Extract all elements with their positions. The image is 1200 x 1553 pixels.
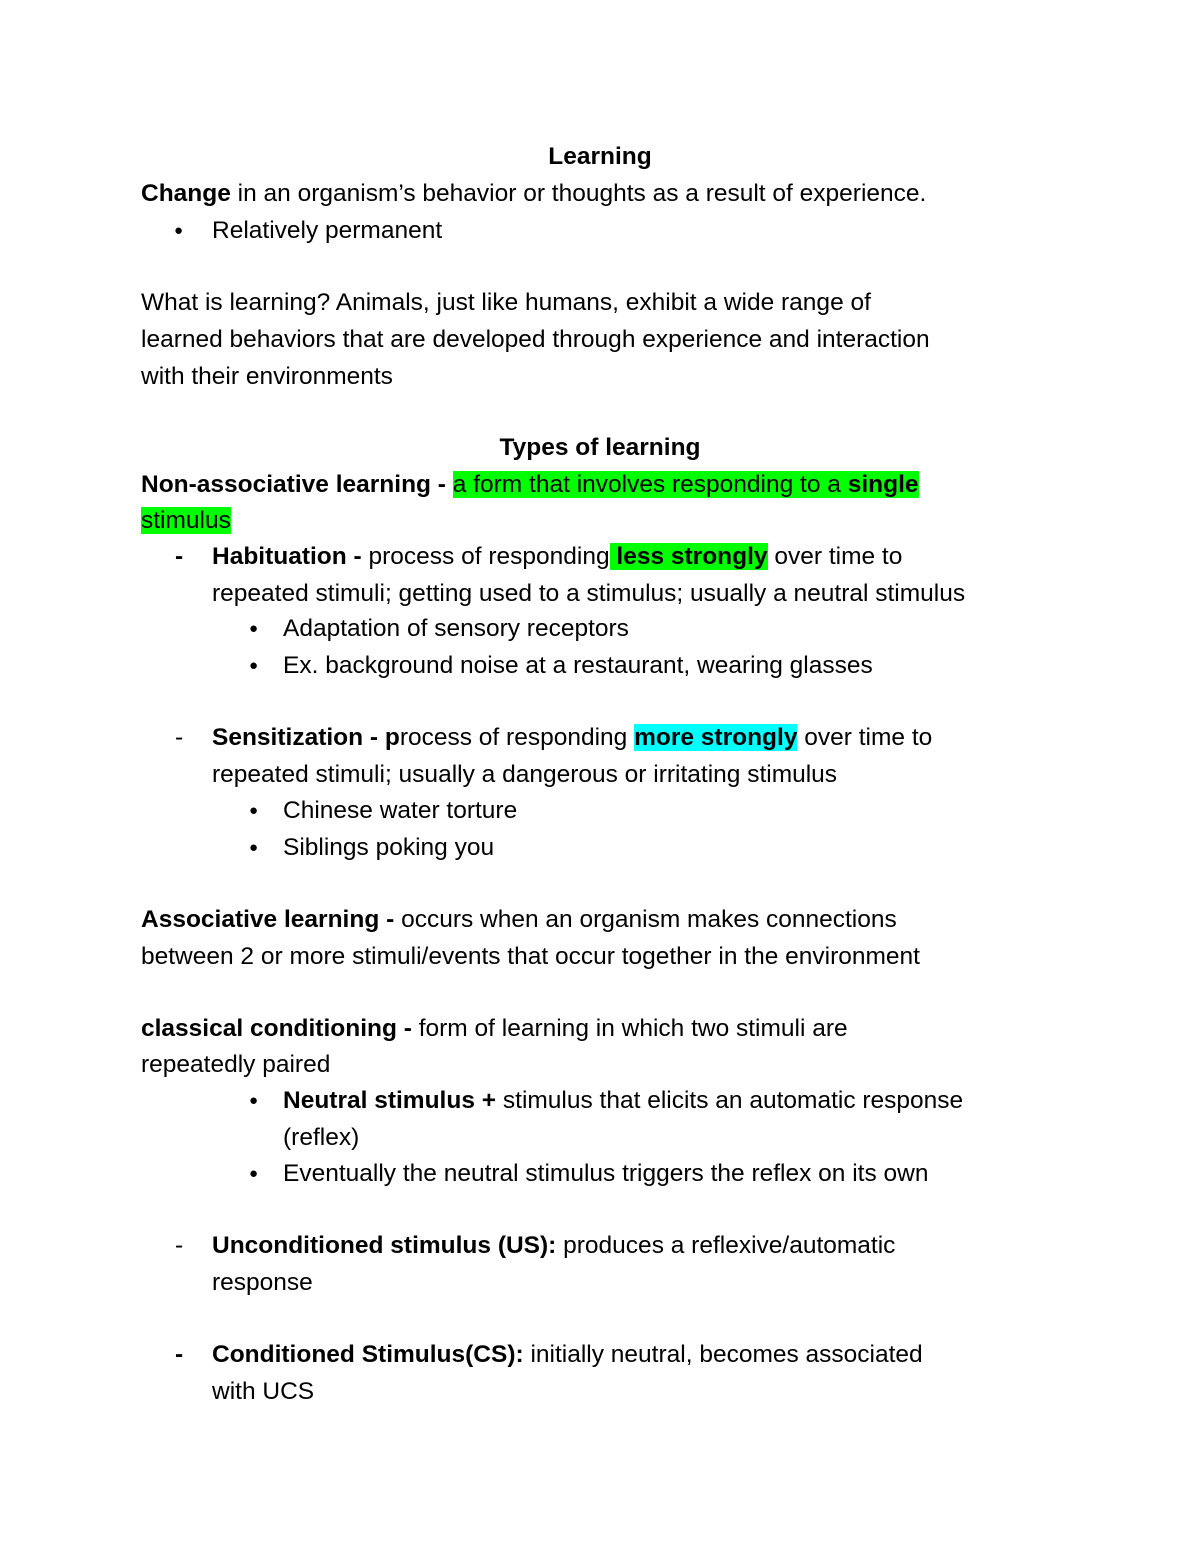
bullet-icon: ● (249, 802, 259, 819)
sensitization-bullet-2: Siblings poking you (283, 834, 495, 861)
habituation-line-2: repeated stimuli; getting used to a stimulus; usually a neutral stimulus (212, 580, 966, 607)
habituation-bullet-2: Ex. background noise at a restaurant, wearing glasses (283, 652, 873, 679)
assoc-line-2: between 2 or more stimuli/events that occur together in the environment (141, 943, 920, 970)
definition-bullet: Relatively permanent (212, 217, 443, 244)
sensitization-bullet-1: Chinese water torture (283, 797, 518, 824)
page-title: Learning (548, 143, 652, 170)
us-line-1: Unconditioned stimulus (US): produces a reflexive/automatic (212, 1232, 896, 1259)
cs-line-2: with UCS (212, 1378, 315, 1405)
assoc-line-1: Associative learning - occurs when an organism makes connections (141, 906, 897, 933)
nonassoc-line-1: Non-associative learning - a form that involves responding to a single (141, 471, 919, 498)
bullet-icon: ● (174, 222, 184, 239)
habituation-bullet-1: Adaptation of sensory receptors (283, 615, 629, 642)
classical-bullet-1: Neutral stimulus + stimulus that elicits an automatic response (283, 1087, 964, 1114)
classical-line-2: repeatedly paired (141, 1051, 331, 1078)
nonassoc-line-2: stimulus (141, 507, 231, 534)
intro-line-1: What is learning? Animals, just like humans, exhibit a wide range of (141, 289, 871, 316)
sensitization-line-2: repeated stimuli; usually a dangerous or irritating stimulus (212, 761, 838, 788)
bullet-icon: ● (249, 657, 259, 674)
classical-bullet-1-cont: (reflex) (283, 1124, 360, 1151)
dash-icon: - (175, 1341, 184, 1368)
bullet-icon: ● (249, 620, 259, 637)
intro-line-3: with their environments (141, 363, 393, 390)
sensitization-line-1: Sensitization - process of responding more strongly over time to (212, 724, 933, 751)
types-heading: Types of learning (499, 434, 701, 461)
habituation-line-1: Habituation - process of responding less strongly over time to (212, 543, 903, 570)
dash-icon: - (175, 1232, 184, 1259)
bullet-icon: ● (249, 1092, 259, 1109)
intro-line-2: learned behaviors that are developed through experience and interaction (141, 326, 930, 353)
classical-line-1: classical conditioning - form of learning in which two stimuli are (141, 1015, 848, 1042)
dash-icon: - (175, 543, 184, 570)
definition: Change in an organism’s behavior or thoughts as a result of experience. (141, 180, 927, 207)
bullet-icon: ● (249, 839, 259, 856)
cs-line-1: Conditioned Stimulus(CS): initially neutral, becomes associated (212, 1341, 923, 1368)
us-line-2: response (212, 1269, 313, 1296)
bullet-icon: ● (249, 1165, 259, 1182)
classical-bullet-2: Eventually the neutral stimulus triggers the reflex on its own (283, 1160, 929, 1187)
dash-icon: - (175, 724, 184, 751)
